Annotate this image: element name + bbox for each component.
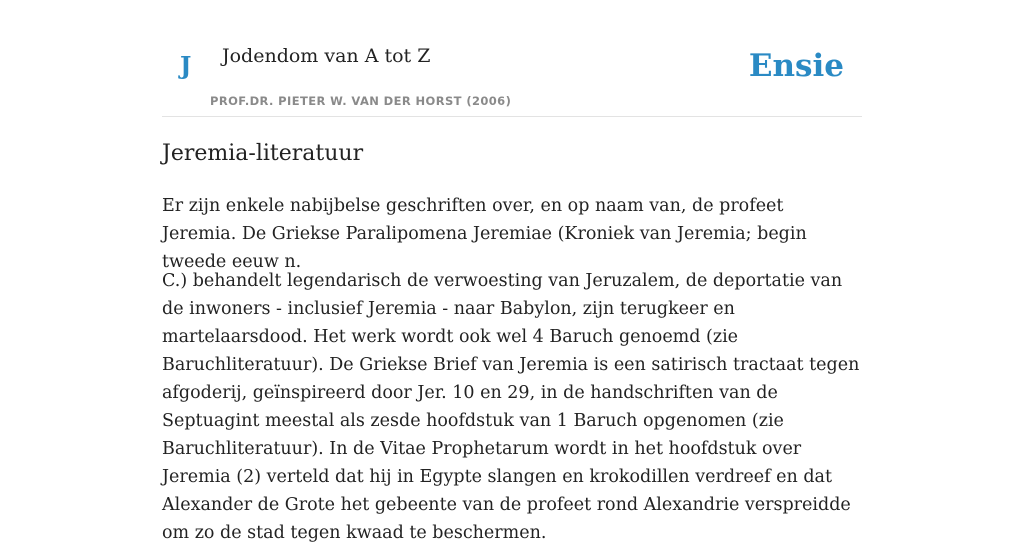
brand-logo-link[interactable]: Ensie [748, 48, 844, 84]
book-author: PROF.DR. PIETER W. VAN DER HORST (2006) [210, 94, 512, 108]
book-letter-icon: J [180, 51, 192, 80]
article-paragraph: C.) behandelt legendarisch de verwoesting van Jeruzalem, de deportatie van de inwoners - inclusief Jeremia - naar Babylon, zijn terugkeer en martelaarsdood. Het werk wordt ook wel 4 Baruch genoemd (zie Baruchliteratuur). De Griekse Brief van Jeremia is een satirisch tractaat tegen afgoderij, geïnspireerd door Jer. 10 en 29, in de handschriften van de Septuagint meestal als zesde hoofdstuk van 1 Baruch opgenomen (zie Baruchliteratuur). In de Vitae Prophetarum wordt in het hoofdstuk over Jeremia (2) verteld dat hij in Egypte slangen en krokodillen verdreef en dat Alexander de Grote het gebeente van de profeet rond Alexandrie verspreidde om zo de stad tegen kwaad te beschermen. [162, 271, 860, 543]
article-title: Jeremia-literatuur [162, 141, 364, 166]
book-title-link[interactable]: Jodendom van A tot Z [222, 45, 431, 67]
book-header [162, 0, 862, 117]
article-paragraph: Er zijn enkele nabijbelse geschriften over, en op naam van, de profeet Jeremia. De Griekse Paralipomena Jeremiae (Kroniek van Jeremia; begin tweede eeuw n. [162, 196, 807, 272]
